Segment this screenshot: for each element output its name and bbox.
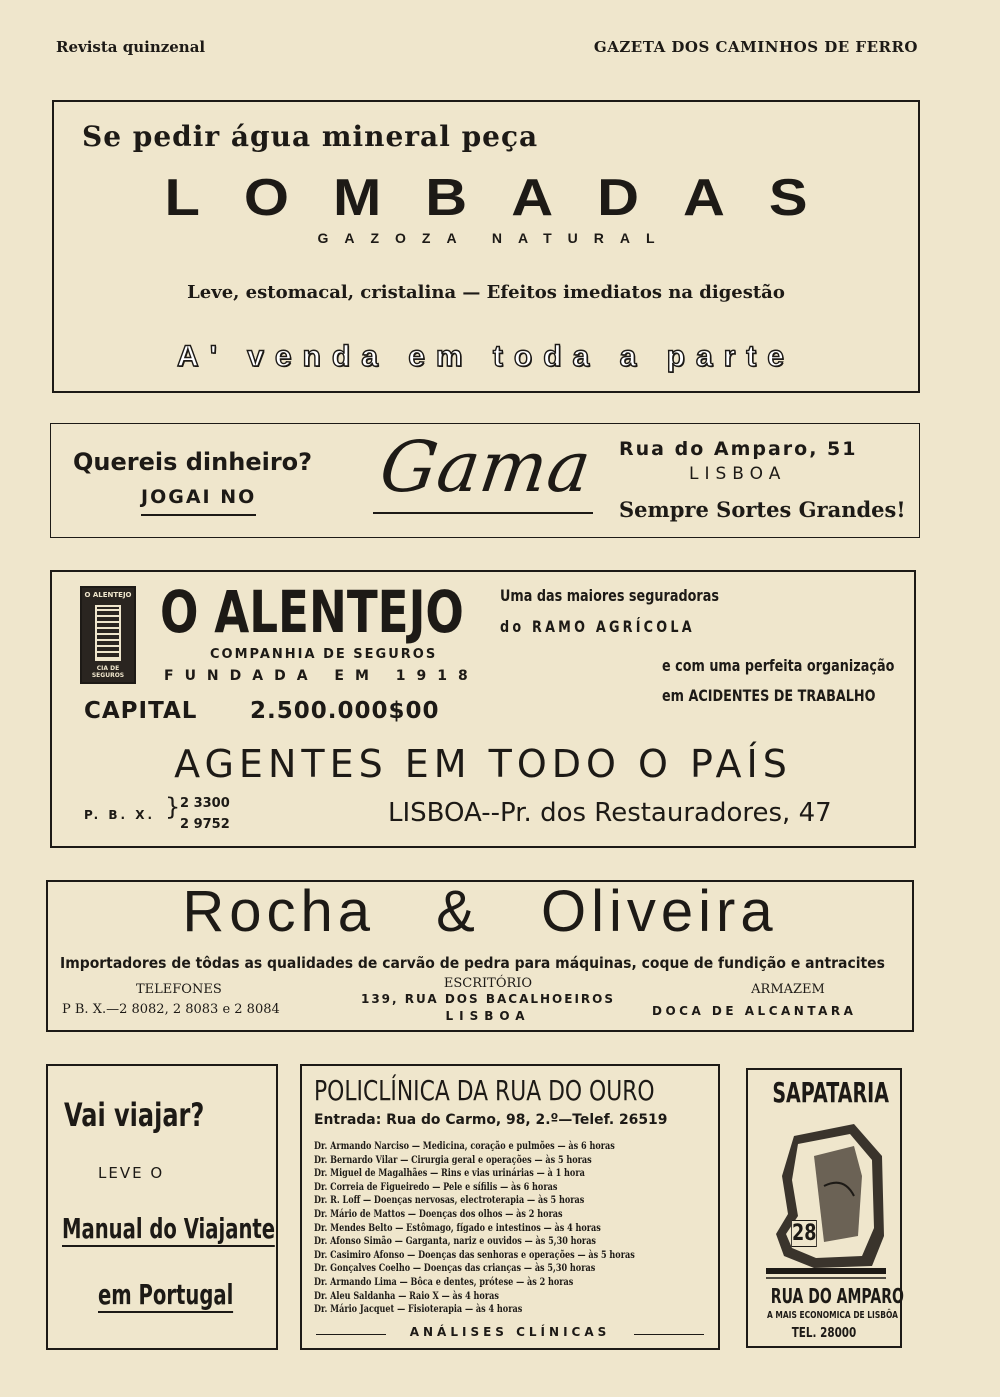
doctor-row: Dr. Afonso Simão — Garganta, nariz e ouvidos — às 5,30 horas xyxy=(314,1235,596,1248)
alentejo-badge xyxy=(80,586,136,684)
lombadas-features: Leve, estomacal, cristalina — Efeitos imediatos na digestão xyxy=(187,282,785,303)
policlinica-footer: ANÁLISES CLÍNICAS xyxy=(409,1325,611,1339)
doctor-row: Dr. Armando Lima — Bôca e dentes, prótese — às 2 horas xyxy=(314,1275,574,1288)
ad-rocha xyxy=(46,880,914,1032)
ad-viajar xyxy=(46,1064,278,1350)
viajar-question: Vai viajar? xyxy=(64,1096,205,1134)
gama-slogan: Sempre Sortes Grandes! xyxy=(619,497,906,522)
rocha-warehouse-value: DOCA DE ALCANTARA xyxy=(652,1004,857,1018)
viajar-title2: em Portugal xyxy=(98,1278,234,1311)
alentejo-brand: O ALENTEJO xyxy=(160,578,464,646)
alentejo-capital-value: 2.500.000$00 xyxy=(250,698,440,724)
alentejo-pbx1: 2 3300 xyxy=(180,796,230,811)
doctor-row: Dr. R. Loff — Doenças nervosas, electroterapia — às 5 horas xyxy=(314,1194,585,1207)
alentejo-desc4: em ACIDENTES DE TRABALHO xyxy=(662,686,876,705)
ad-gama xyxy=(50,423,920,538)
lombadas-sub: GAZOZA NATURAL xyxy=(317,230,671,246)
rocha-office-street: 139, RUA DOS BACALHOEIROS xyxy=(360,992,615,1006)
doctor-row: Dr. Armando Narciso — Medicina, coração e pulmões — às 6 horas xyxy=(314,1140,615,1152)
alentejo-pbx-label: P. B. X. xyxy=(84,808,156,822)
doctor-row: Dr. Gonçalves Coelho — Doenças das crianças — às 5,30 horas xyxy=(314,1262,596,1275)
gama-logo-underline xyxy=(373,512,593,514)
gama-logo: Gama xyxy=(375,426,597,508)
policlinica-entrance: Entrada: Rua do Carmo, 98, 2.º—Telef. 26519 xyxy=(314,1112,668,1128)
doctor-row: Dr. Mário Jacquet — Fisioterapia — às 4 horas xyxy=(314,1303,523,1316)
doctor-row: Dr. Correia de Figueiredo — Pele e sífilis — às 6 horas xyxy=(314,1180,558,1193)
alentejo-founded: FUNDADA EM 1918 xyxy=(164,668,479,684)
rocha-tel-values: P B. X.—2 8082, 2 8083 e 2 8084 xyxy=(62,1002,280,1017)
alentejo-badge-bottom: CIA DE SEGUROS xyxy=(91,665,125,679)
rocha-tel-label: TELEFONES xyxy=(136,982,222,997)
sapataria-title: SAPATARIA xyxy=(772,1076,889,1109)
sapataria-number: 28 xyxy=(792,1221,817,1246)
boot-icon xyxy=(754,1116,896,1282)
ad-sapataria xyxy=(746,1068,902,1348)
policlinica-footer-rule-right xyxy=(634,1334,704,1335)
alentejo-agents: AGENTES EM TODO O PAÍS xyxy=(174,742,792,786)
gama-play: JOGAI NO xyxy=(141,486,256,516)
rocha-brand: Rocha & Oliveira xyxy=(182,879,778,944)
alentejo-badge-top: O ALENTEJO xyxy=(84,591,132,599)
alentejo-badge-emblem xyxy=(95,605,121,661)
header-right: GAZETA DOS CAMINHOS DE FERRO xyxy=(593,38,918,56)
gama-question: Quereis dinheiro? xyxy=(73,448,313,476)
lombadas-intro: Se pedir água mineral peça xyxy=(82,120,539,153)
header-left: Revista quinzenal xyxy=(56,38,206,56)
rocha-office-label: ESCRITÓRIO xyxy=(443,976,533,991)
doctor-row: Dr. Mário de Mattos — Doenças dos olhos — às 2 horas xyxy=(314,1207,563,1220)
alentejo-company: COMPANHIA DE SEGUROS xyxy=(210,647,438,662)
sapataria-tagline: A MAIS ECONOMICA DE LISBÔA xyxy=(767,1310,898,1321)
doctor-row: Dr. Bernardo Vilar — Cirurgia geral e operações — às 5 horas xyxy=(314,1153,592,1166)
policlinica-title: POLICLÍNICA DA RUA DO OURO xyxy=(314,1074,655,1107)
rocha-warehouse-label: ARMAZEM xyxy=(751,982,825,997)
doctor-row: Dr. Aleu Saldanha — Raio X — às 4 horas xyxy=(314,1289,499,1302)
alentejo-desc1: Uma das maiores seguradoras xyxy=(500,586,719,605)
gama-street: Rua do Amparo, 51 xyxy=(619,438,858,460)
alentejo-desc2: do RAMO AGRÍCOLA xyxy=(500,617,695,636)
policlinica-doctor-list xyxy=(314,1140,635,1317)
ad-policlinica xyxy=(300,1064,720,1350)
ad-alentejo xyxy=(50,570,916,848)
doctor-row: Dr. Miguel de Magalhães — Rins e vias urinárias — à 1 hora xyxy=(314,1167,585,1180)
gama-city: LISBOA xyxy=(689,464,787,484)
alentejo-address: LISBOA--Pr. dos Restauradores, 47 xyxy=(388,798,832,828)
sapataria-tel: TEL. 28000 xyxy=(791,1326,857,1341)
alentejo-pbx-brace: } xyxy=(165,793,181,821)
viajar-leve: LEVE O xyxy=(98,1164,165,1182)
lombadas-brand: LOMBADAS xyxy=(164,168,852,227)
ad-lombadas xyxy=(52,100,920,393)
viajar-title1: Manual do Viajante xyxy=(62,1212,276,1245)
rocha-office-city: LISBOA xyxy=(445,1009,531,1023)
alentejo-desc3: e com uma perfeita organização xyxy=(662,656,895,675)
doctor-row: Dr. Mendes Belto — Estômago, fígado e intestinos — às 4 horas xyxy=(314,1221,601,1234)
sapataria-street: RUA DO AMPARO xyxy=(770,1284,904,1308)
rocha-desc: Importadores de tôdas as qualidades de carvão de pedra para máquinas, coque de fundição e antracites xyxy=(60,954,885,972)
alentejo-capital-label: CAPITAL xyxy=(84,698,198,724)
lombadas-sale: A' venda em toda a parte xyxy=(177,340,795,373)
alentejo-pbx2: 2 9752 xyxy=(180,817,230,832)
doctor-row: Dr. Casimiro Afonso — Doenças das senhoras e operações — às 5 horas xyxy=(314,1248,635,1261)
